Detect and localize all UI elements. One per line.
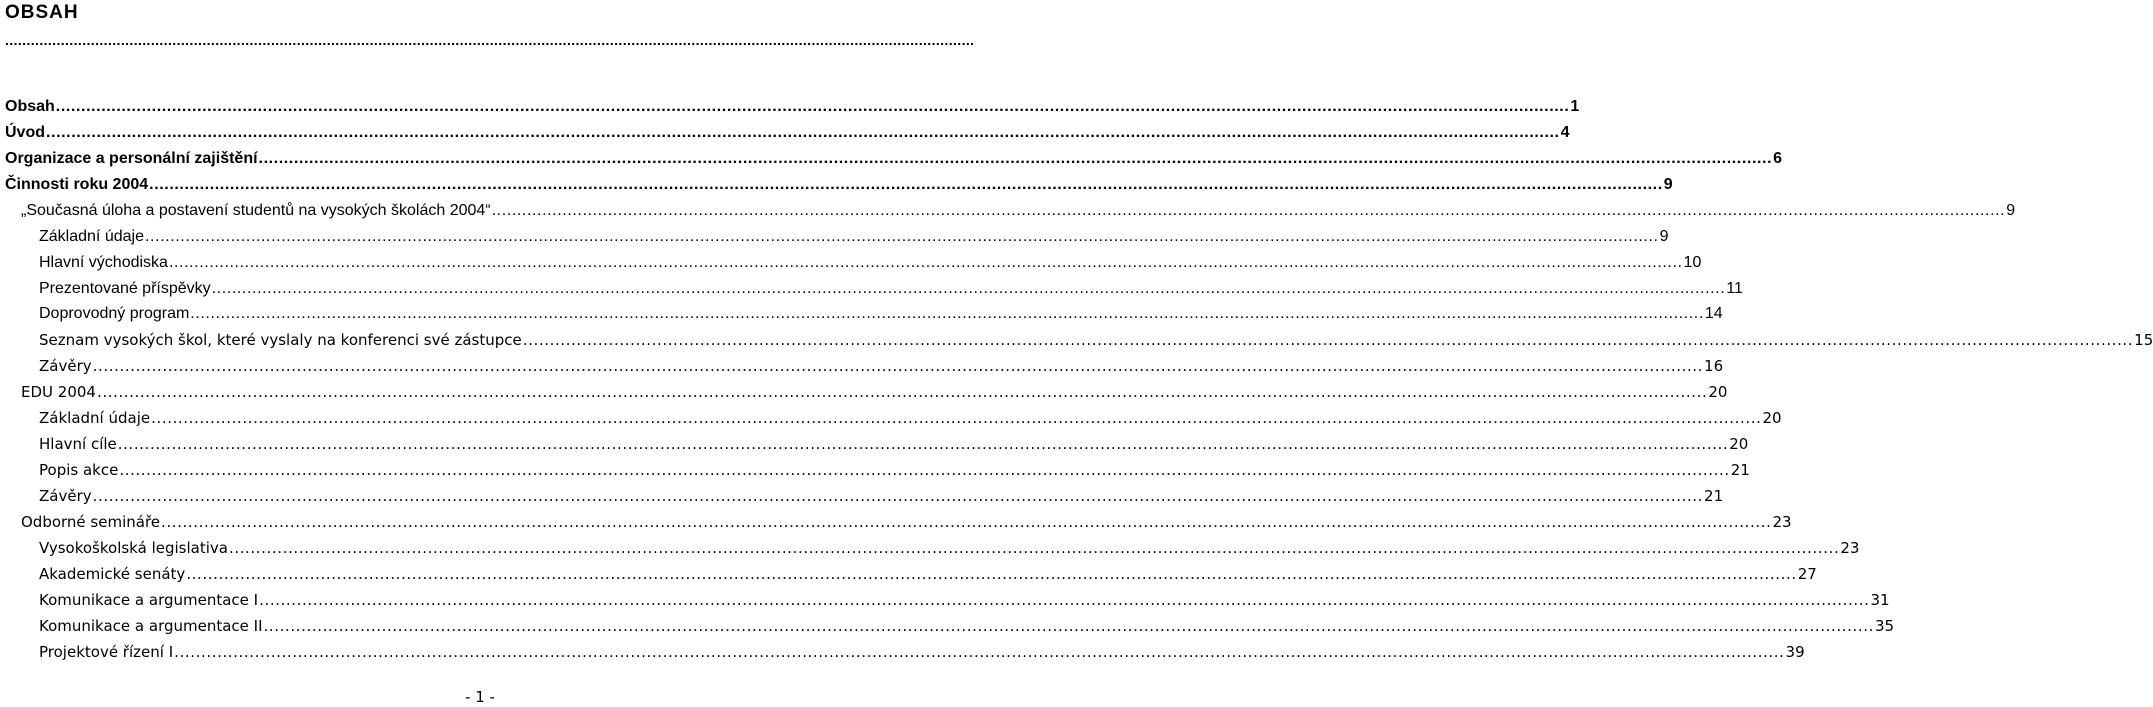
dot-leader: ............................................................................................................................................................................................................................................................................................................ bbox=[144, 227, 1659, 245]
dot-leader: ............................................................................................................................................................................................................................................................................................................ bbox=[263, 616, 1874, 635]
toc-entry[interactable] bbox=[0, 247, 1702, 273]
dot-leader: ............................................................................................................................................................................................................................................................................................................ bbox=[151, 409, 1762, 428]
toc-entry-page-number: 20 bbox=[1729, 435, 1749, 454]
toc-entry-page-number: 14 bbox=[1704, 305, 1723, 323]
toc-entry-title: Komunikace a argumentace II bbox=[39, 616, 263, 635]
toc-entry-title: Hlavní cíle bbox=[39, 435, 117, 454]
toc-entry-title: Vysokoškolská legislativa bbox=[39, 538, 228, 557]
toc-entry-page-number: 39 bbox=[1785, 642, 1805, 661]
page-number-footer: - 1 - bbox=[465, 688, 495, 706]
dot-leader: ............................................................................................................................................................................................................................................................................................................ bbox=[522, 331, 2134, 350]
toc-entry[interactable] bbox=[0, 324, 2153, 350]
toc-entry[interactable] bbox=[0, 558, 1817, 584]
toc-entry[interactable] bbox=[0, 273, 1743, 299]
toc-entry[interactable] bbox=[0, 532, 1860, 558]
dot-leader: ............................................................................................................................................................................................................................................................................................................ bbox=[174, 642, 1785, 661]
toc-entry-page-number: 9 bbox=[1659, 227, 1669, 245]
toc-entry-title: Odborné semináře bbox=[21, 512, 161, 531]
toc-entry[interactable] bbox=[0, 402, 1782, 428]
toc-entry[interactable] bbox=[0, 636, 1805, 662]
toc-entry-page-number: 15 bbox=[2134, 331, 2153, 350]
toc-entry-page-number: 9 bbox=[1663, 175, 1673, 193]
toc-entry-page-number: 35 bbox=[1874, 616, 1895, 635]
toc-entry-title: Závěry bbox=[39, 357, 92, 376]
toc-entry[interactable] bbox=[0, 376, 1728, 402]
toc-entry-title: „Současná úloha a postavení studentů na vysokých školách 2004“ bbox=[21, 201, 491, 219]
toc-entry-page-number: 6 bbox=[1773, 149, 1783, 167]
dot-leader: ............................................................................................................................................................................................................................................................................................................ bbox=[92, 357, 1704, 376]
toc-entry-page-number: 1 bbox=[1570, 97, 1580, 115]
dot-leader: ............................................................................................................................................................................................................................................................................................................ bbox=[228, 538, 1840, 557]
toc-entry-title: Úvod bbox=[5, 123, 45, 141]
toc-entry[interactable] bbox=[0, 480, 1724, 506]
toc-entry[interactable] bbox=[0, 506, 1792, 532]
heading-dotted-rule: .................................................................................................................................................................................................................................. bbox=[5, 32, 975, 48]
toc-entry[interactable] bbox=[0, 610, 1895, 636]
toc-entry-page-number: 21 bbox=[1704, 487, 1724, 505]
dot-leader: ............................................................................................................................................................................................................................................................................................................ bbox=[149, 175, 1663, 193]
dot-leader: ............................................................................................................................................................................................................................................................................................................ bbox=[117, 435, 1729, 454]
toc-entry[interactable] bbox=[0, 299, 1723, 325]
toc-entry-page-number: 23 bbox=[1840, 538, 1860, 557]
toc-entry-title: Seznam vysokých škol, které vyslaly na konferenci své zástupce bbox=[39, 331, 522, 350]
toc-entry-title: Akademické senáty bbox=[39, 564, 186, 583]
toc-entry-title: Základní údaje bbox=[39, 409, 151, 428]
toc-entry[interactable] bbox=[0, 195, 2016, 221]
toc-entry-title: Základní údaje bbox=[39, 227, 144, 245]
dot-leader: ............................................................................................................................................................................................................................................................................................................ bbox=[491, 201, 2006, 219]
dot-leader: ............................................................................................................................................................................................................................................................................................................ bbox=[119, 461, 1730, 480]
dot-leader: ............................................................................................................................................................................................................................................................................................................ bbox=[92, 487, 1704, 505]
dot-leader: ............................................................................................................................................................................................................................................................................................................ bbox=[168, 253, 1683, 271]
toc-entry-page-number: 23 bbox=[1772, 512, 1792, 531]
dot-leader: ............................................................................................................................................................................................................................................................................................................ bbox=[46, 123, 1560, 141]
toc-entry-page-number: 27 bbox=[1797, 564, 1817, 583]
toc-entry[interactable] bbox=[0, 454, 1750, 480]
toc-entry[interactable] bbox=[0, 143, 1783, 169]
dot-leader: ............................................................................................................................................................................................................................................................................................................ bbox=[190, 305, 1704, 323]
toc-entry-title: Komunikace a argumentace I bbox=[39, 590, 259, 609]
dot-leader: ............................................................................................................................................................................................................................................................................................................ bbox=[96, 383, 1708, 402]
page-title: OBSAH bbox=[5, 2, 79, 23]
toc-entry-title: Doprovodný program bbox=[39, 305, 190, 323]
toc-entry-title: Činnosti roku 2004 bbox=[5, 175, 149, 193]
dot-leader: ............................................................................................................................................................................................................................................................................................................ bbox=[258, 149, 1773, 167]
toc-entry[interactable] bbox=[0, 350, 1724, 376]
toc-entry-page-number: 31 bbox=[1870, 590, 1890, 609]
toc-entry-title: Prezentované příspěvky bbox=[39, 279, 211, 297]
toc-entry[interactable] bbox=[0, 169, 1673, 195]
dot-leader: ............................................................................................................................................................................................................................................................................................................ bbox=[186, 564, 1797, 583]
toc-entry-page-number: 4 bbox=[1560, 123, 1570, 141]
dot-leader: ............................................................................................................................................................................................................................................................................................................ bbox=[259, 590, 1870, 609]
toc-entry[interactable] bbox=[0, 91, 1580, 117]
toc-entry-title: Závěry bbox=[39, 487, 92, 505]
toc-entry-page-number: 21 bbox=[1730, 461, 1750, 480]
table-of-contents bbox=[0, 91, 2153, 662]
toc-entry-page-number: 11 bbox=[1726, 279, 1743, 297]
toc-entry[interactable] bbox=[0, 584, 1890, 610]
toc-entry-title: Obsah bbox=[5, 97, 55, 115]
dot-leader: ............................................................................................................................................................................................................................................................................................................ bbox=[211, 279, 1726, 297]
dot-leader: ............................................................................................................................................................................................................................................................................................................ bbox=[55, 97, 1570, 115]
toc-entry-page-number: 20 bbox=[1762, 409, 1782, 428]
toc-entry-title: Popis akce bbox=[39, 461, 119, 480]
toc-entry-page-number: 9 bbox=[2006, 201, 2016, 219]
toc-entry-page-number: 16 bbox=[1704, 357, 1724, 376]
toc-entry-title: Projektové řízení I bbox=[39, 642, 174, 661]
toc-entry[interactable] bbox=[0, 428, 1749, 454]
toc-entry-page-number: 20 bbox=[1708, 383, 1728, 402]
toc-entry-page-number: 10 bbox=[1683, 253, 1702, 271]
toc-entry[interactable] bbox=[0, 221, 1669, 247]
toc-entry[interactable] bbox=[0, 117, 1570, 143]
toc-entry-title: Hlavní východiska bbox=[39, 253, 168, 271]
toc-entry-title: EDU 2004 bbox=[21, 383, 96, 402]
dot-leader: ............................................................................................................................................................................................................................................................................................................ bbox=[161, 512, 1772, 531]
toc-entry-title: Organizace a personální zajištění bbox=[5, 149, 258, 167]
